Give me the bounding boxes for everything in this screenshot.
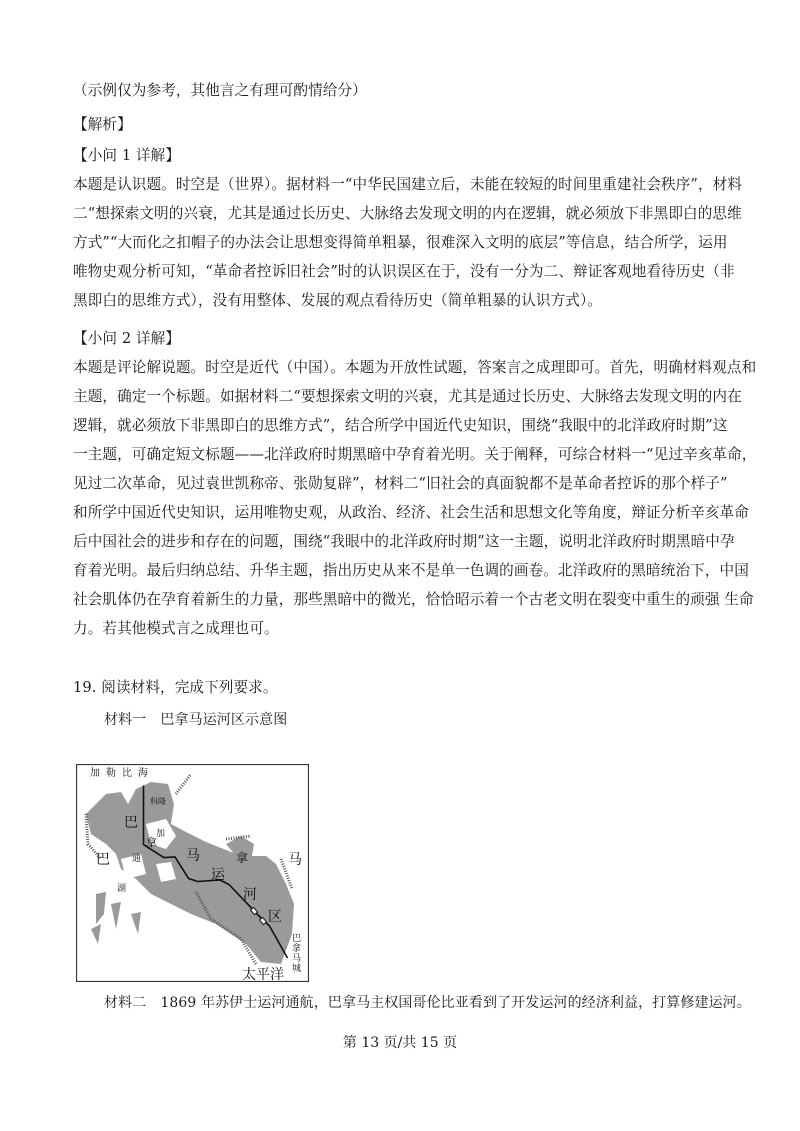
q2-heading: 【小问 2 详解】 [73, 330, 181, 347]
paragraph-line: 黑即白的思维方式），没有用整体、发展的观点看待历史（简单粗暴的认识方式）。 [73, 292, 603, 309]
map-label-zone: 巴 [124, 815, 138, 831]
paragraph-line: 唯物史观分析可知，“革命者控诉旧社会”时的认识误区在于，没有一分为二、辩证客观地看待历史（非 [73, 263, 735, 280]
panama-canal-map [76, 764, 309, 982]
material1-caption: 材料一 巴拿马运河区示意图 [104, 712, 288, 728]
map-label-city: 拿 [292, 944, 302, 954]
map-label-pacific: 太平洋 [242, 967, 284, 982]
map-label-city: 巴 [292, 934, 302, 944]
map-label-colon: 科隆 [150, 797, 166, 806]
paragraph-line: 见过二次革命，见过袁世凯称帝、张勋复辟”，材料二“旧社会的真面貌都不是革命者控诉的那个样子” [73, 475, 728, 492]
map-label-city: 马 [292, 954, 302, 964]
q1-heading: 【小问 1 详解】 [73, 147, 181, 164]
map-label-country: 马 [288, 852, 302, 868]
paragraph-line: 和所学中国近代史知识，运用唯物史观，从政治、经济、社会生活和思想文化等角度，辩证分析辛亥革命 [73, 504, 749, 521]
page-footer: 第 13 页/共 15 页 [342, 1035, 458, 1051]
map-label-zone: 区 [268, 909, 282, 925]
map-label-country: 拿 [236, 851, 249, 865]
paragraph-line: 主题，确定一个标题。如据材料二“要想探索文明的兴衰，尤其是通过长历史、大脉络去发现文明的内在 [73, 388, 742, 405]
map-label-zone: 河 [243, 887, 257, 903]
map-label-lake: 湖 [117, 884, 127, 894]
map-label-zone: 拿 [146, 836, 157, 849]
paragraph-line: 方式”“大而化之扣帽子的办法会让思想变得简单粗暴，很难深入文明的底层”等信息，结合所学，运用 [73, 234, 728, 251]
map-label-caribbean: 加勒比海 [90, 768, 154, 779]
map-label-country: 巴 [96, 852, 110, 868]
intro-note: （示例仅为参考，其他言之有理可酌情给分） [73, 82, 367, 99]
map-label-lake: 加 [156, 829, 166, 839]
paragraph-line: 育着光明。最后归纳总结、升华主题，指出历史从来不是单一色调的画卷。北洋政府的黑暗统治下，中国 [73, 562, 749, 579]
map-label-lake: 通 [132, 854, 142, 864]
material2: 材料二 1869 年苏伊士运河通航，巴拿马主权国哥伦比亚看到了开发运河的经济利益，打算修建运河。 [104, 995, 751, 1011]
paragraph-line: 本题是认识题。时空是（世界）。据材料一“中华民国建立后，未能在较短的时间里重建社会秩序”，材料 [73, 176, 743, 193]
paragraph-line: 后中国社会的进步和存在的问题，围绕“我眼中的北洋政府时期”这一主题，说明北洋政府时期黑暗中孕 [73, 533, 735, 550]
paragraph-line: 二“想探索文明的兴衰，尤其是通过长历史、大脉络去发现文明的内在逻辑，就必须放下非黑即白的思维 [73, 205, 742, 222]
paragraph-line: 力。若其他模式言之成理也可。 [73, 620, 279, 637]
map-label-city: 城 [292, 964, 302, 974]
paragraph-line: 一主题，可确定短文标题——北洋政府时期黑暗中孕育着光明。关于阐释，可综合材料一“见过辛亥革命， [73, 446, 757, 463]
map-label-zone: 运 [211, 867, 225, 883]
analysis-heading: 【解析】 [73, 116, 132, 133]
q19-prompt: 19. 阅读材料，完成下列要求。 [73, 679, 278, 696]
paragraph-line: 社会肌体仍在孕育着新生的力量，那些黑暗中的微光，恰恰昭示着一个古老文明在裂变中重生的顽强 生命 [73, 591, 754, 608]
paragraph-line: 逻辑，就必须放下非黑即白的思维方式”，结合所学中国近代史知识，围绕“我眼中的北洋政府时期”这 [73, 417, 728, 434]
map-label-zone: 马 [186, 848, 200, 864]
paragraph-line: 本题是评论解说题。时空是近代（中国）。本题为开放性试题，答案言之成理即可。首先，明确材料观点和 [73, 359, 757, 376]
